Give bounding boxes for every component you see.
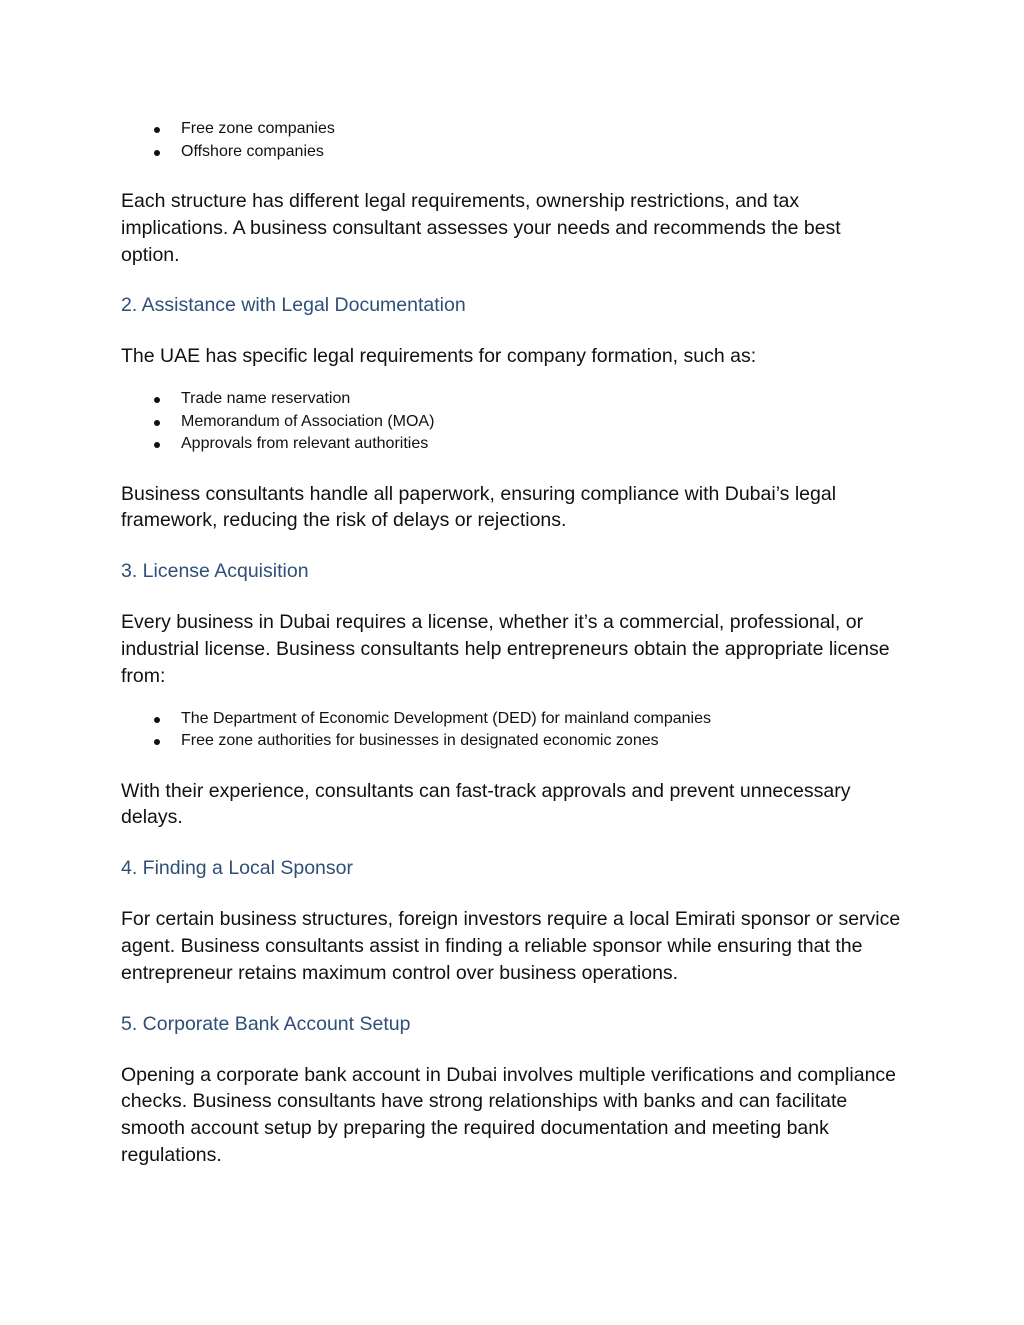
bullet-icon <box>154 127 160 133</box>
bullet-icon <box>154 420 160 426</box>
list-item: Offshore companies <box>121 141 901 164</box>
bank-account-paragraph: Opening a corporate bank account in Dubai involves multiple verifications and compliance checks. Business consultants have strong relationships with banks and can facilitate smooth account setup by preparing the required documentation and meeting bank regulations. <box>121 1063 897 1167</box>
company-types-list <box>121 118 901 163</box>
bullet-icon <box>154 717 160 723</box>
section-heading-legal-documentation: 2. Assistance with Legal Documentation <box>121 294 466 317</box>
bullet-icon <box>154 397 160 403</box>
bullet-icon <box>154 442 160 448</box>
fast-track-paragraph: With their experience, consultants can fast-track approvals and prevent unnecessary delays. <box>121 779 851 829</box>
structures-paragraph: Each structure has different legal requirements, ownership restrictions, and tax implications. A business consultant assesses your needs and recommends the best option. <box>121 190 841 266</box>
section-heading-license-acquisition: 3. License Acquisition <box>121 560 309 583</box>
list-item: Free zone authorities for businesses in designated economic zones <box>121 730 901 753</box>
license-intro-paragraph: Every business in Dubai requires a license, whether it’s a commercial, professional, or industrial license. Business consultants help entrepreneurs obtain the appropriate license from: <box>121 611 890 687</box>
section-heading-bank-account: 5. Corporate Bank Account Setup <box>121 1012 411 1035</box>
document-content <box>121 118 901 1169</box>
bullet-icon <box>154 150 160 156</box>
list-item: Trade name reservation <box>121 388 901 411</box>
section-heading-local-sponsor: 4. Finding a Local Sponsor <box>121 857 353 880</box>
bullet-icon <box>154 739 160 745</box>
local-sponsor-paragraph: For certain business structures, foreign investors require a local Emirati sponsor or service agent. Business consultants assist in finding a reliable sponsor while ensuring that the entrepreneur retains maximum control over business operations. <box>121 908 901 984</box>
list-item: The Department of Economic Development (DED) for mainland companies <box>121 708 901 731</box>
legal-requirements-list <box>121 388 901 456</box>
license-sources-list <box>121 708 901 753</box>
list-item: Approvals from relevant authorities <box>121 433 901 456</box>
paperwork-paragraph: Business consultants handle all paperwork, ensuring compliance with Dubai’s legal framework, reducing the risk of delays or rejections. <box>121 482 837 532</box>
list-item: Free zone companies <box>121 118 901 141</box>
list-item: Memorandum of Association (MOA) <box>121 411 901 434</box>
legal-requirements-intro: The UAE has specific legal requirements for company formation, such as: <box>121 345 757 368</box>
